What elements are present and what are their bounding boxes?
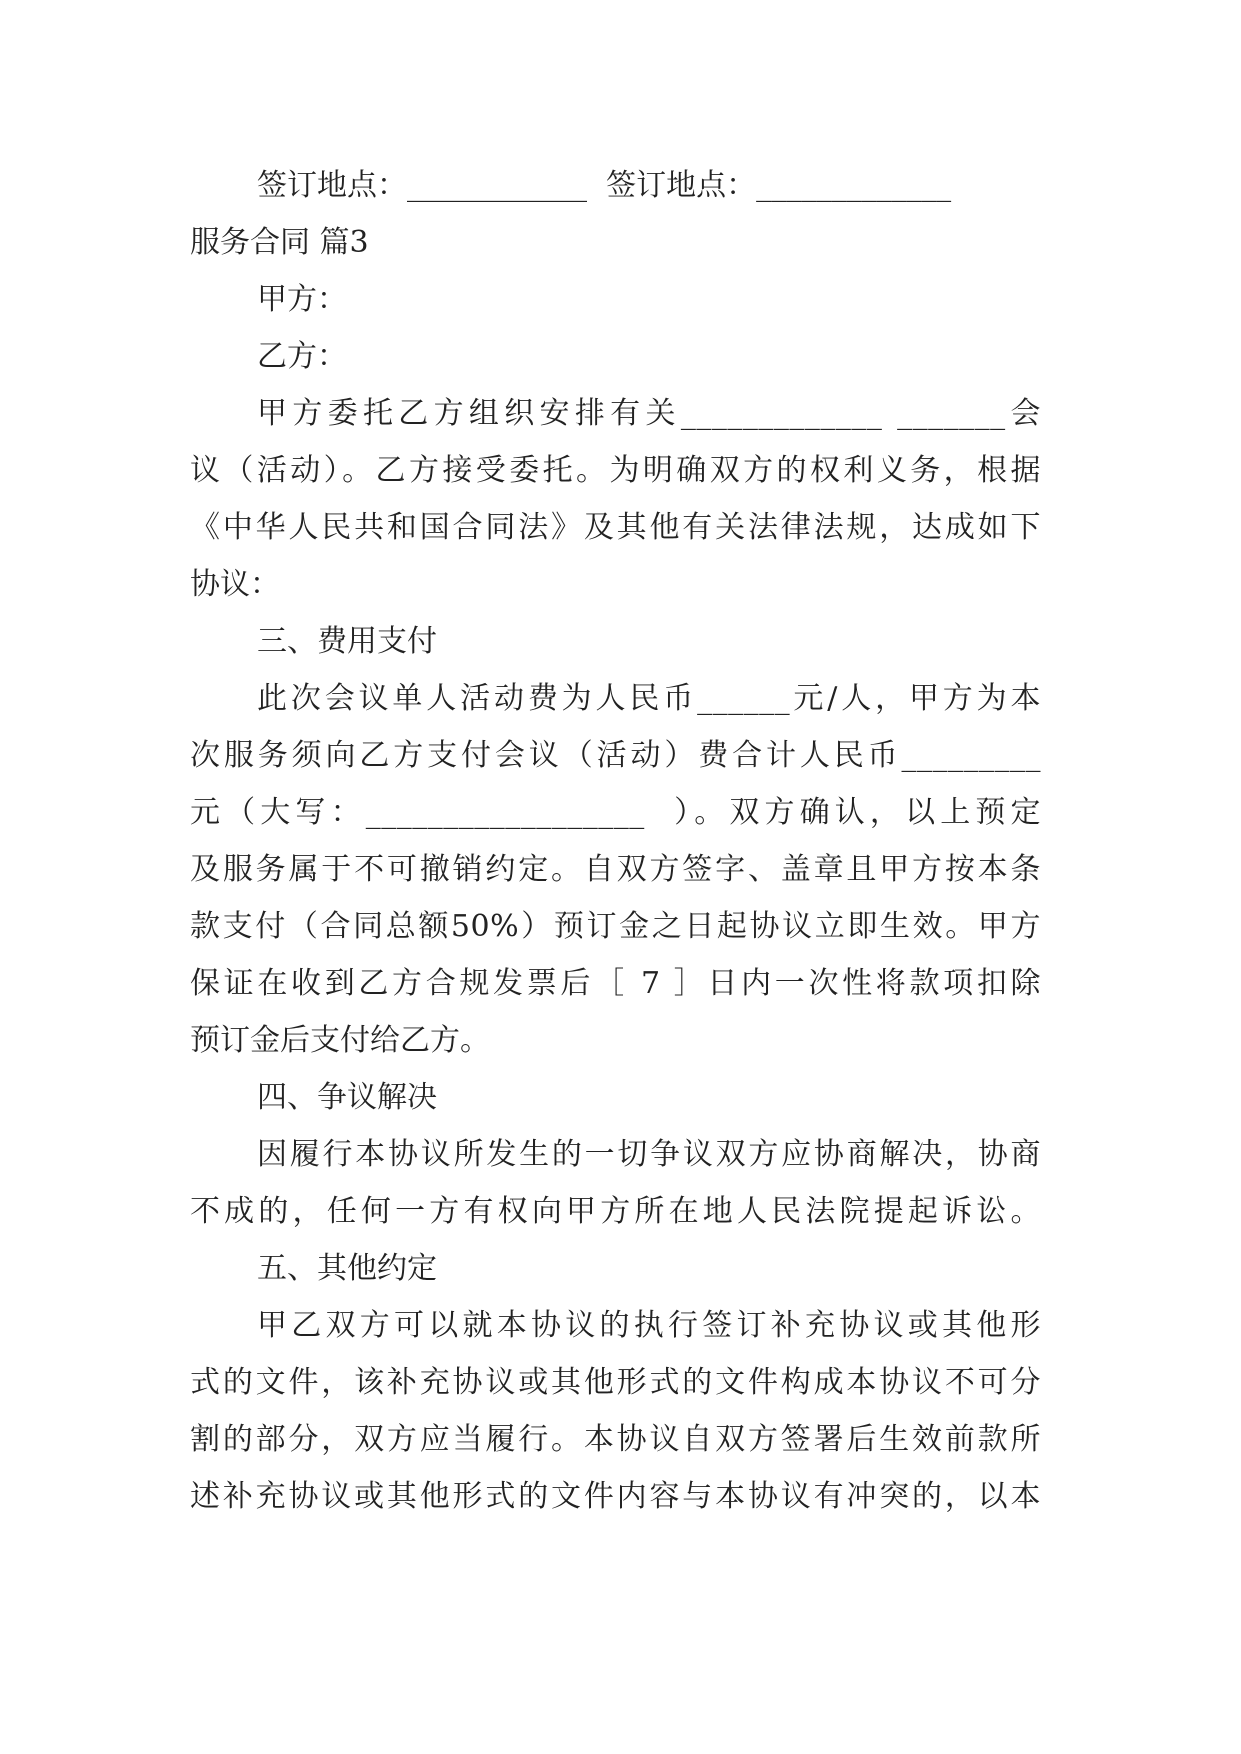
paragraph-line: 《中华人民共和国合同法》及其他有关法律法规，达成如下 [190,510,1041,545]
paragraph-line: 不成的，任何一方有权向甲方所在地人民法院提起诉讼。 [190,1194,1041,1229]
paragraph-line: 元（大写：__________________ ）。双方确认，以上预定 [190,795,1041,830]
paragraph-line: 甲方委托乙方组织安排有关_____________ _______会 [257,396,1041,431]
paragraph-line: 议（活动）。乙方接受委托。为明确双方的权利义务，根据 [190,453,1041,488]
paragraph-line: 割的部分，双方应当履行。本协议自双方签署后生效前款所 [190,1422,1041,1457]
paragraph-line: 及服务属于不可撤销约定。自双方签字、盖章且甲方按本条 [190,852,1041,887]
party-b-label: 乙方： [257,339,347,374]
paragraph-line: 次服务须向乙方支付会议（活动）费合计人民币_________ [190,738,1041,773]
signing-location-line: 签订地点：____________ 签订地点：_____________ [257,168,952,203]
paragraph-line: 甲乙双方可以就本协议的执行签订补充协议或其他形 [257,1308,1041,1343]
heading-other-agreements: 五、其他约定 [257,1251,437,1286]
section-title: 服务合同 篇3 [190,225,369,260]
paragraph-line: 述补充协议或其他形式的文件内容与本协议有冲突的，以本 [190,1479,1041,1514]
party-a-label: 甲方： [257,282,347,317]
heading-dispute-resolution: 四、争议解决 [257,1080,437,1115]
paragraph-line: 协议： [190,567,280,602]
paragraph-line: 预订金后支付给乙方。 [190,1023,490,1058]
paragraph-line: 此次会议单人活动费为人民币______元/人，甲方为本 [257,681,1041,716]
paragraph-line: 因履行本协议所发生的一切争议双方应协商解决，协商 [257,1137,1041,1172]
paragraph-line: 式的文件，该补充协议或其他形式的文件构成本协议不可分 [190,1365,1041,1400]
paragraph-line: 款支付（合同总额50%）预订金之日起协议立即生效。甲方 [190,909,1041,944]
heading-fee-payment: 三、费用支付 [257,624,437,659]
paragraph-line: 保证在收到乙方合规发票后［ 7 ］日内一次性将款项扣除 [190,966,1041,1001]
